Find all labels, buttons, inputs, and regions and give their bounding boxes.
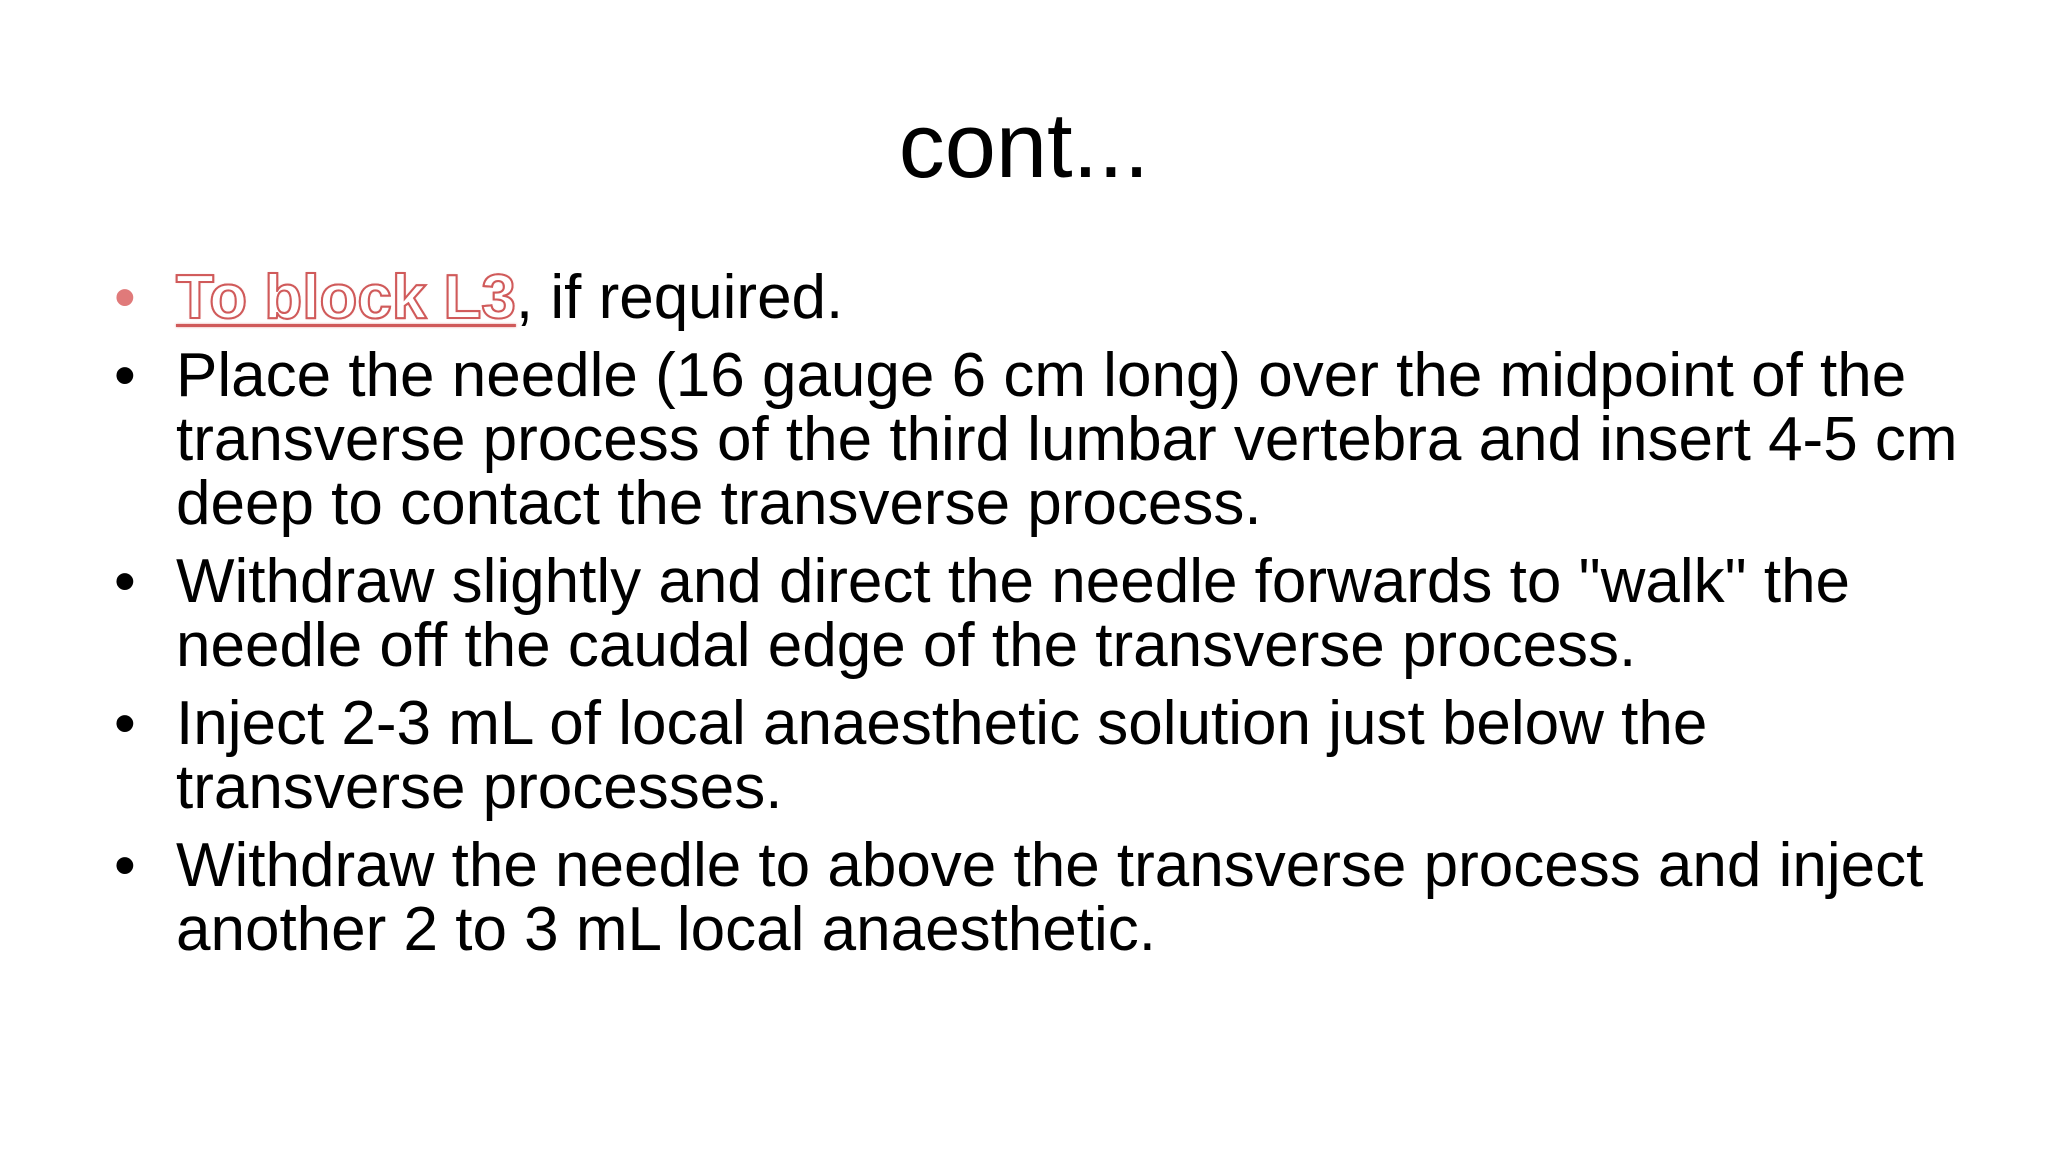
bullet-item-place-needle [110, 341, 1970, 538]
bullet-text: Withdraw slightly and direct the needle forwards to "walk" the needle off the caudal edge of the transverse process. [176, 547, 1851, 680]
bullet-item-block-l3 [110, 263, 1970, 332]
bullet-item-withdraw-above [110, 831, 1970, 964]
bullet-item-withdraw-slightly [110, 547, 1970, 680]
bullet-list [110, 263, 1970, 976]
bullet-dot: • [114, 831, 136, 900]
bullet-dot: • [114, 341, 136, 410]
bullet-text: , if required. [515, 263, 844, 332]
bullet-text: Inject 2-3 mL of local anaesthetic solution just below the transverse processes. [176, 689, 1708, 822]
bullet-dot: • [114, 263, 136, 332]
slide-title: cont... [898, 95, 1150, 197]
bullet-item-inject [110, 689, 1970, 822]
bullet-dot: • [114, 547, 136, 616]
block-l3-link[interactable]: To block L3 [176, 263, 516, 332]
bullet-text: Withdraw the needle to above the transverse process and inject another 2 to 3 mL local anaesthetic. [176, 831, 1924, 964]
bullet-dot: • [114, 689, 136, 758]
bullet-text: Place the needle (16 gauge 6 cm long) over the midpoint of the transverse process of the third lumbar vertebra and insert 4-5 cm deep to contact the transverse process. [176, 341, 1958, 538]
